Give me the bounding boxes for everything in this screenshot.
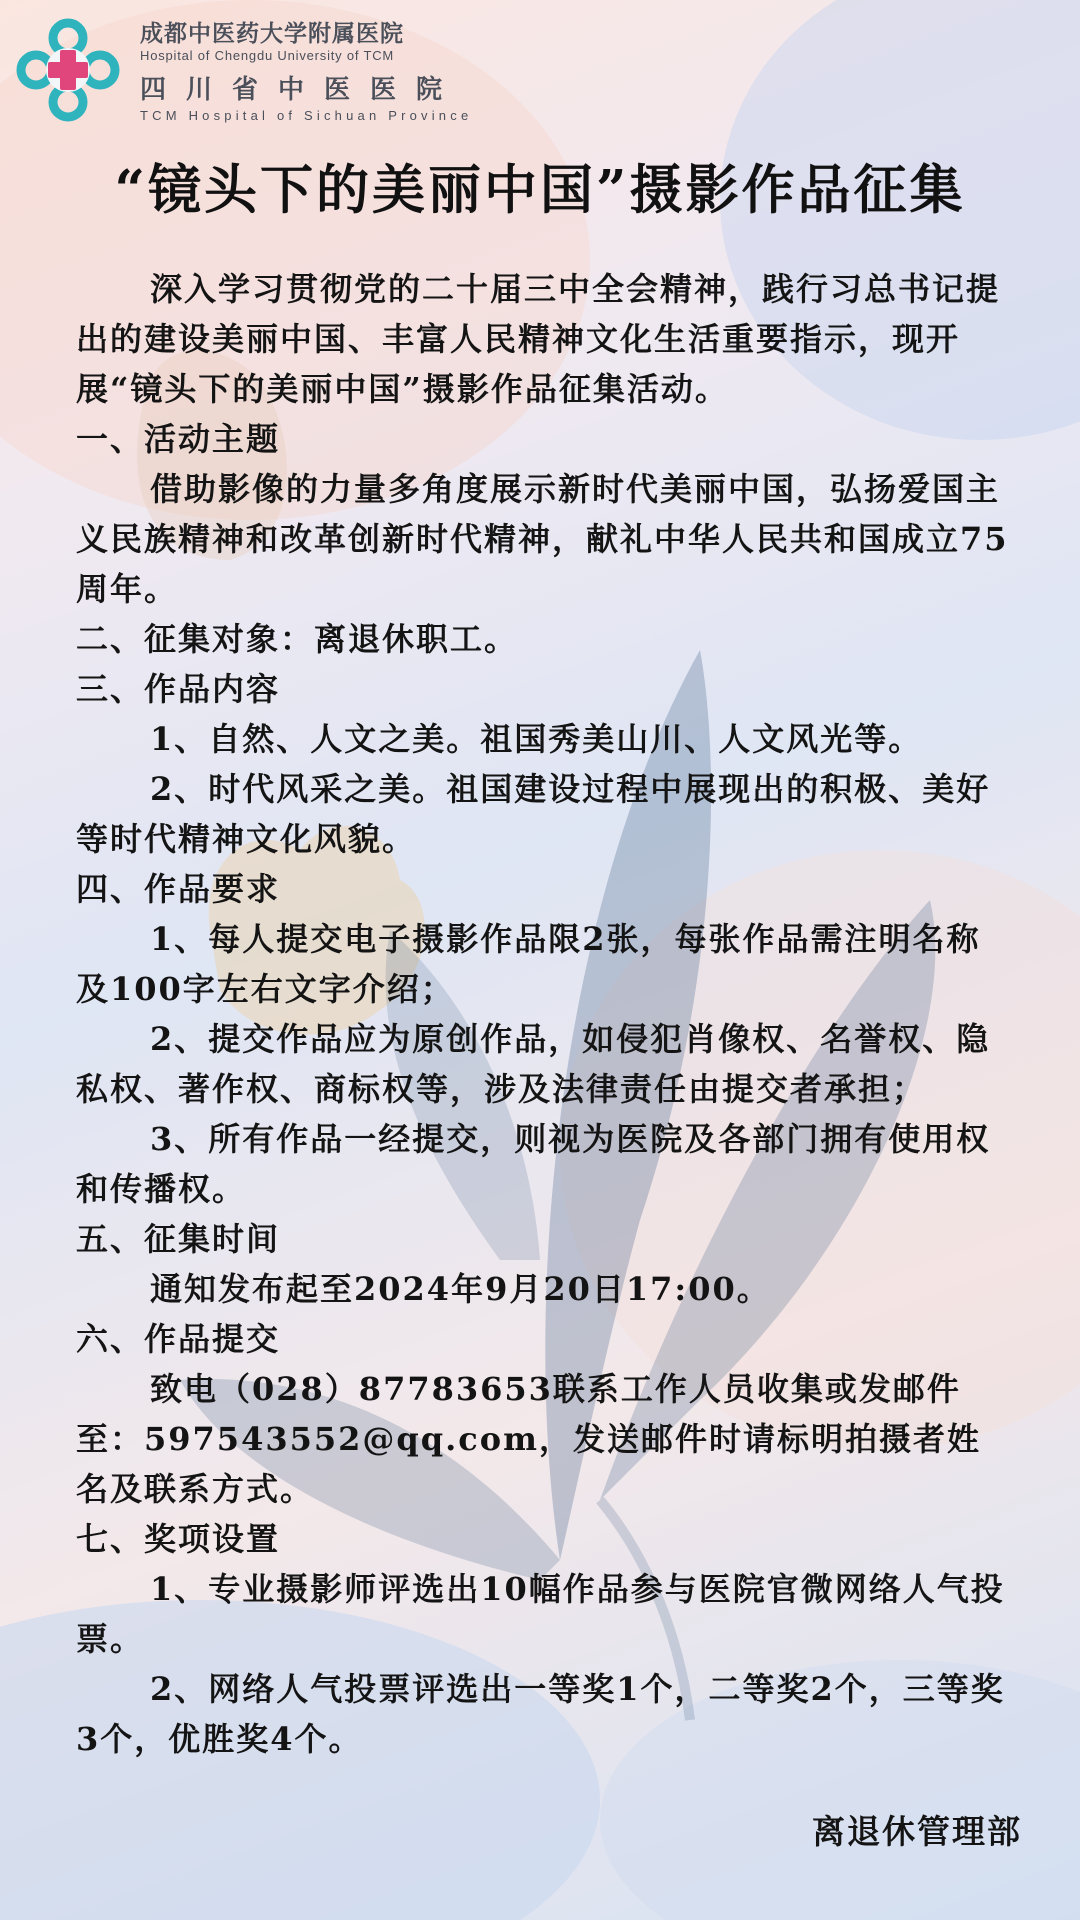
intro-paragraph: 深入学习贯彻党的二十届三中全会精神，践行习总书记提出的建设美丽中国、丰富人民精神文化生活重要指示，现开展“镜头下的美丽中国”摄影作品征集活动。: [76, 270, 1001, 408]
hospital-cross-emblem-icon: [14, 16, 122, 124]
section-heading-period: 五、征集时间: [76, 1220, 281, 1258]
theme-paragraph: 借助影像的力量多角度展示新时代美丽中国，弘扬爱国主义民族精神和改革创新时代精神，献礼中华人民共和国成立75周年。: [76, 470, 1009, 608]
requirement-item-3: 3、所有作品一经提交，则视为医院及各部门拥有使用权和传播权。: [76, 1120, 991, 1208]
hospital-name-en-secondary: TCM Hospital of Sichuan Province: [140, 108, 473, 123]
notice-body: [76, 264, 1014, 1764]
award-item-1: 1、专业摄影师评选出10幅作品参与医院官微网络人气投票。: [76, 1570, 1005, 1658]
section-heading-theme: 一、活动主题: [76, 420, 281, 458]
section-heading-requirements: 四、作品要求: [76, 870, 281, 908]
hospital-name-en-primary: Hospital of Chengdu University of TCM: [140, 48, 395, 63]
hospital-name-cn-primary: 成都中医药大学附属医院: [140, 21, 404, 47]
issuer-signature: 离退休管理部: [812, 1812, 1022, 1851]
period-paragraph: 通知发布起至2024年9月20日17:00。: [150, 1270, 771, 1308]
section-heading-submission: 六、作品提交: [76, 1320, 281, 1358]
hospital-header: [14, 16, 474, 126]
section-heading-content: 三、作品内容: [76, 670, 281, 708]
content-item-2: 2、时代风采之美。祖国建设过程中展现出的积极、美好等时代精神文化风貌。: [76, 770, 991, 858]
award-item-2: 2、网络人气投票评选出一等奖1个，二等奖2个，三等奖3个，优胜奖4个。: [76, 1670, 1005, 1758]
requirement-item-1: 1、每人提交电子摄影作品限2张，每张作品需注明名称及100字左右文字介绍；: [76, 920, 981, 1008]
section-heading-awards: 七、奖项设置: [76, 1520, 281, 1558]
content-item-1: 1、自然、人文之美。祖国秀美山川、人文风光等。: [150, 720, 923, 758]
notice-title: “镜头下的美丽中国”摄影作品征集: [114, 159, 966, 221]
submission-paragraph: 致电（028）87783653联系工作人员收集或发邮件至：597543552@qq.com，发送邮件时请标明拍摄者姓名及联系方式。: [76, 1370, 981, 1508]
requirement-item-2: 2、提交作品应为原创作品，如侵犯肖像权、名誉权、隐私权、著作权、商标权等，涉及法律责任由提交者承担；: [76, 1020, 991, 1108]
section-heading-target: 二、征集对象：离退休职工。: [76, 620, 519, 658]
hospital-name-cn-secondary: 四川省中医医院: [140, 75, 463, 105]
